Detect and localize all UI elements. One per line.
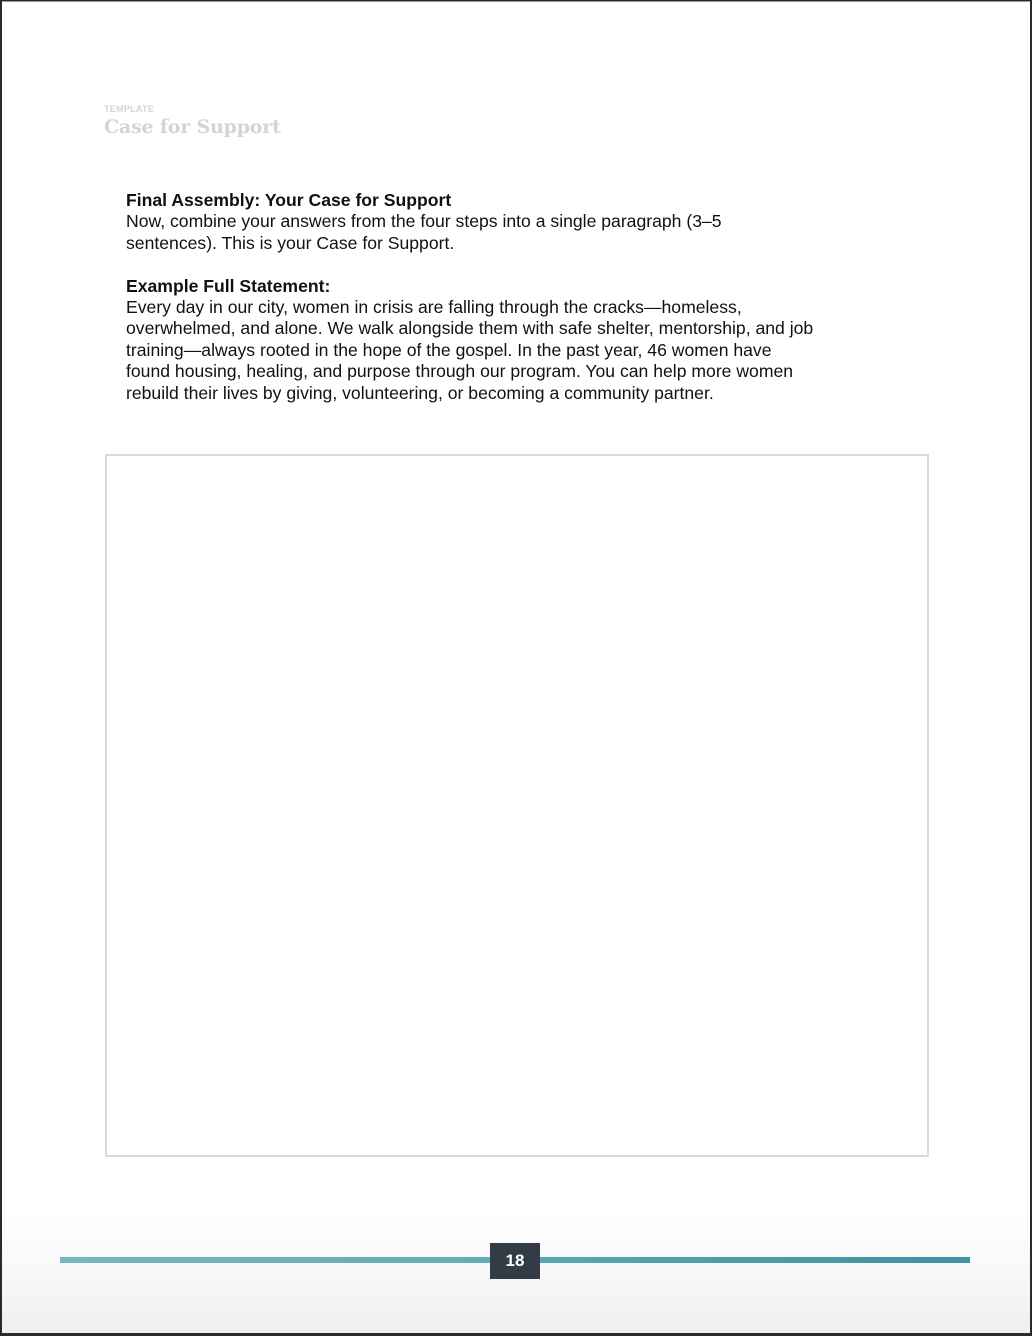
example-line: training—always rooted in the hope of the gospel. In the past year, 46 women have — [126, 339, 772, 360]
document-page — [2, 1, 1030, 1333]
example-heading: Example Full Statement: — [126, 275, 331, 296]
page-header — [104, 104, 281, 138]
final-assembly-heading: Final Assembly: Your Case for Support — [126, 190, 452, 210]
header-title: Case for Support — [104, 116, 281, 138]
page-number-badge: 18 — [490, 1243, 540, 1279]
example-statement — [126, 297, 926, 404]
content-section — [126, 190, 926, 404]
header-kicker: TEMPLATE — [104, 104, 155, 114]
example-line: overwhelmed, and alone. We walk alongside them with safe shelter, mentorship, and job — [126, 318, 814, 339]
footer-rule-right — [540, 1257, 970, 1263]
instructions-line: sentences). This is your Case for Support. — [126, 232, 455, 253]
example-line: found housing, healing, and purpose through our program. You can help more women — [126, 361, 794, 382]
final-assembly-instructions — [126, 211, 926, 254]
example-line: rebuild their lives by giving, volunteering, or becoming a community partner. — [126, 382, 714, 403]
response-text-box[interactable] — [105, 454, 929, 1157]
paragraph-spacer — [126, 254, 926, 275]
instructions-line: Now, combine your answers from the four steps into a single paragraph (3–5 — [126, 211, 722, 232]
footer-rule-left — [60, 1257, 490, 1263]
example-line: Every day in our city, women in crisis are falling through the cracks—homeless, — [126, 297, 742, 318]
